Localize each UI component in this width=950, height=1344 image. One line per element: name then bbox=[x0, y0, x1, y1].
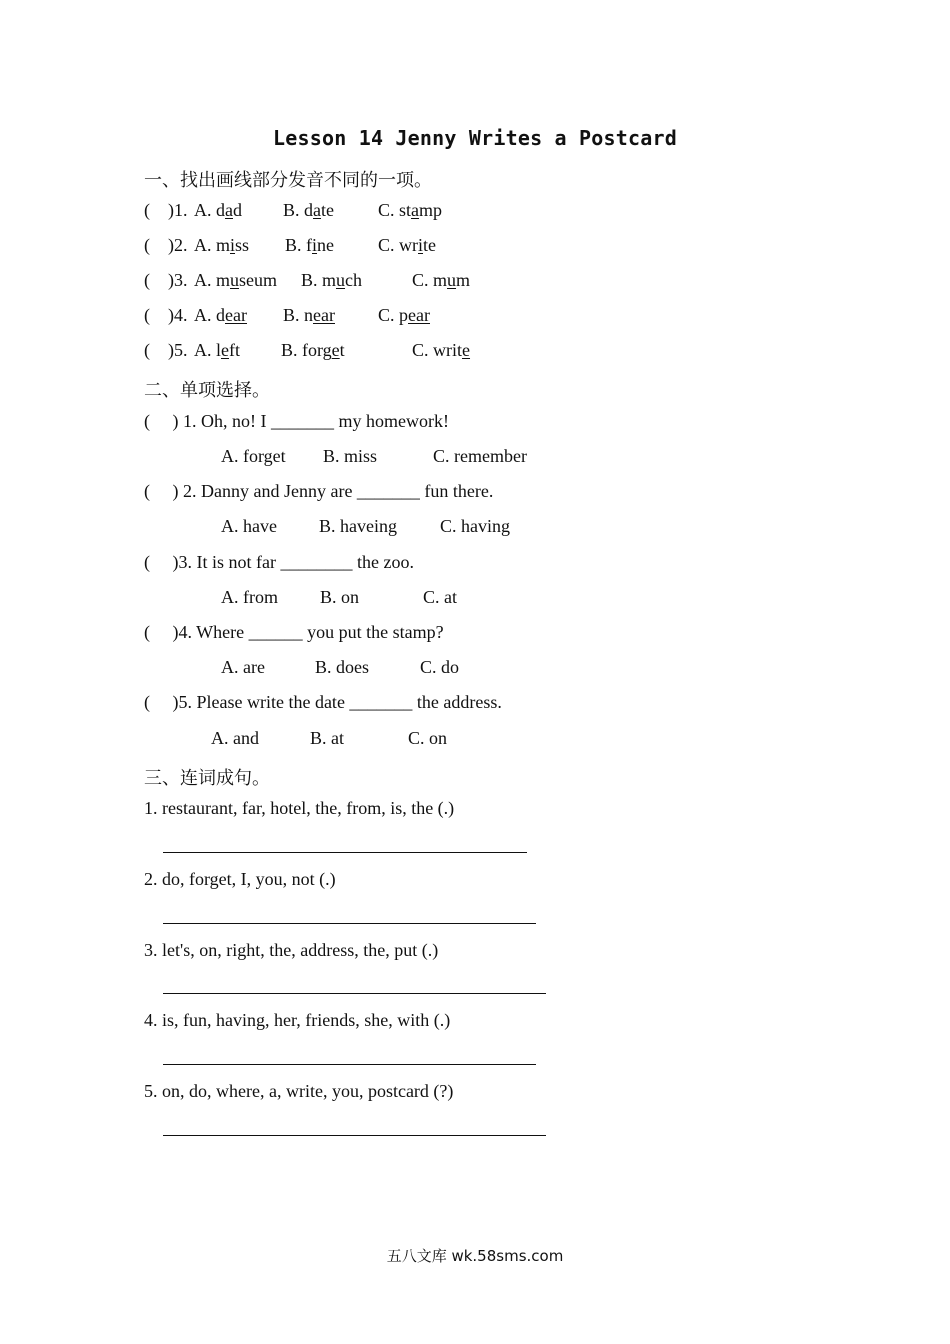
phonics-option: C. pear bbox=[378, 305, 430, 325]
page-title: Lesson 14 Jenny Writes a Postcard bbox=[273, 126, 677, 150]
phonics-option: B. date bbox=[283, 200, 335, 220]
word-order-question: 4. is, fun, having, her, friends, she, with (.) bbox=[144, 1010, 451, 1030]
phonics-option: A. miss bbox=[194, 235, 250, 255]
choice-question: ( ) 1. Oh, no! I _______ my homework! bbox=[144, 411, 449, 431]
underlined-letters: ear bbox=[225, 305, 247, 325]
answer-line bbox=[163, 923, 536, 924]
underlined-letters: u bbox=[336, 270, 346, 290]
choice-option: B. at bbox=[310, 728, 344, 748]
choice-option: A. from bbox=[221, 587, 278, 607]
answer-line bbox=[163, 1064, 536, 1065]
phonics-option: C. write bbox=[412, 340, 471, 360]
section2-heading: 二、单项选择。 bbox=[144, 380, 270, 401]
choice-option: A. have bbox=[221, 516, 277, 536]
underlined-letters: u bbox=[447, 270, 457, 290]
underlined-letters: i bbox=[418, 235, 424, 255]
phonics-option: C. mum bbox=[412, 270, 471, 290]
answer-line bbox=[163, 852, 527, 853]
section3-heading: 三、连词成句。 bbox=[144, 768, 270, 789]
choice-option: C. on bbox=[408, 728, 448, 748]
word-order-question: 5. on, do, where, a, write, you, postcard (?) bbox=[144, 1081, 454, 1101]
choice-option: C. at bbox=[423, 587, 457, 607]
choice-option: B. miss bbox=[323, 446, 378, 466]
phonics-option: A. dear bbox=[194, 305, 247, 325]
choice-option: B. on bbox=[320, 587, 360, 607]
answer-line bbox=[163, 1135, 546, 1136]
question-number: ( )2. bbox=[144, 235, 192, 255]
phonics-option: B. forget bbox=[281, 340, 345, 360]
question-number: ( )5. bbox=[144, 340, 192, 360]
phonics-option: B. fine bbox=[285, 235, 335, 255]
word-order-question: 3. let's, on, right, the, address, the, put (.) bbox=[144, 940, 439, 960]
word-order-question: 1. restaurant, far, hotel, the, from, is, the (.) bbox=[144, 798, 455, 818]
underlined-letters: i bbox=[230, 235, 236, 255]
phonics-option: A. left bbox=[194, 340, 240, 360]
section1-heading: 一、找出画线部分发音不同的一项。 bbox=[144, 170, 432, 191]
question-number: ( )4. bbox=[144, 305, 192, 325]
choice-option: C. having bbox=[440, 516, 510, 536]
phonics-option: B. much bbox=[301, 270, 363, 290]
underlined-letters: ear bbox=[313, 305, 335, 325]
choice-question: ( ) 2. Danny and Jenny are _______ fun there. bbox=[144, 481, 494, 501]
underlined-letters: i bbox=[312, 235, 318, 255]
phonics-option: B. near bbox=[283, 305, 335, 325]
choice-question: ( )3. It is not far ________ the zoo. bbox=[144, 552, 414, 572]
phonics-option: C. write bbox=[378, 235, 437, 255]
underlined-letters: e bbox=[331, 340, 340, 360]
underlined-letters: e bbox=[221, 340, 229, 360]
phonics-option: A. dad bbox=[194, 200, 242, 220]
phonics-option: C. stamp bbox=[378, 200, 443, 220]
underlined-letters: a bbox=[225, 200, 233, 220]
underlined-letters: ear bbox=[408, 305, 430, 325]
footer-watermark: 五八文库 wk.58sms.com bbox=[386, 1247, 564, 1265]
choice-option: B. haveing bbox=[319, 516, 397, 536]
choice-question: ( )4. Where ______ you put the stamp? bbox=[144, 622, 444, 642]
underlined-letters: a bbox=[313, 200, 322, 220]
underlined-letters: e bbox=[462, 340, 471, 360]
phonics-option: A. museum bbox=[194, 270, 277, 290]
choice-question: ( )5. Please write the date _______ the address. bbox=[144, 692, 502, 712]
choice-option: A. are bbox=[221, 657, 265, 677]
choice-option: A. and bbox=[211, 728, 259, 748]
word-order-question: 2. do, forget, I, you, not (.) bbox=[144, 869, 336, 889]
question-number: ( )1. bbox=[144, 200, 192, 220]
choice-option: C. remember bbox=[433, 446, 527, 466]
underlined-letters: u bbox=[230, 270, 239, 290]
underlined-letters: a bbox=[411, 200, 420, 220]
choice-option: C. do bbox=[420, 657, 460, 677]
choice-option: B. does bbox=[315, 657, 369, 677]
answer-line bbox=[163, 993, 546, 994]
choice-option: A. forget bbox=[221, 446, 286, 466]
question-number: ( )3. bbox=[144, 270, 192, 290]
